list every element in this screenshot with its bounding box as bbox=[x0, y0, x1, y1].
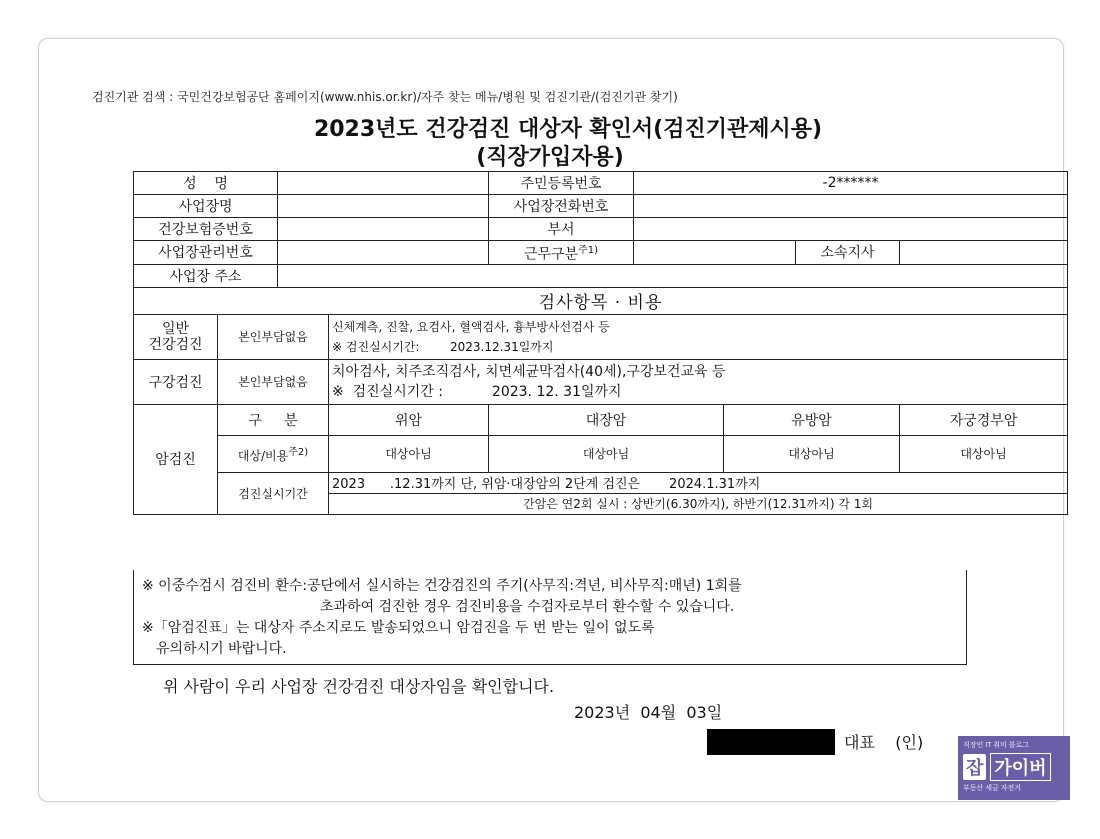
cancer-value-colon: 대상아님 bbox=[489, 435, 724, 472]
row-mgmt bbox=[134, 241, 1068, 265]
row-insurance bbox=[134, 218, 1068, 241]
redacted-name-box bbox=[707, 729, 835, 755]
work-type-footnote: 주1) bbox=[578, 245, 599, 256]
badge-bottom-text: 부동산 세금 자전거 bbox=[963, 785, 1021, 792]
cancer-target-label: 대상/비용$^{주2)}$ bbox=[218, 435, 329, 472]
insurance-label: 건강보험증번호 bbox=[134, 218, 278, 241]
name-label: 성 명 bbox=[134, 172, 278, 195]
confirmation-form-table bbox=[133, 171, 1068, 515]
document-subtitle: (직장가입자용) bbox=[476, 145, 624, 170]
mgmt-value bbox=[278, 241, 489, 265]
badge-box-text: 잡 bbox=[963, 754, 986, 780]
cancer-type-stomach: 위암 bbox=[329, 404, 489, 435]
general-items-cell bbox=[329, 314, 1068, 359]
document-title: 2023년도 건강검진 대상자 확인서(검진기관제시용) bbox=[313, 117, 823, 142]
oral-items: 치아검사, 치주조직검사, 치면세균막검사(40세),구강보건교육 등 bbox=[332, 363, 726, 380]
cancer-type-cervix: 자궁경부암 bbox=[900, 404, 1068, 435]
rrn-label: 주민등록번호 bbox=[489, 172, 634, 195]
company-value bbox=[278, 195, 489, 218]
oral-period: ※ 검진실시기간 : 2023. 12. 31일까지 bbox=[332, 383, 622, 400]
badge-brand-text: 가이버 bbox=[990, 753, 1050, 781]
cancer-kind-label: 구 분 bbox=[218, 404, 329, 435]
oral-items-cell bbox=[329, 359, 1068, 404]
cancer-period-label: 검진실시기간 bbox=[218, 472, 329, 514]
dept-value bbox=[634, 218, 1068, 241]
badge-top-text: 직장인 IT 취미 블로그 bbox=[963, 742, 1030, 749]
cancer-period-line1: 2023 .12.31까지 단, 위암·대장암의 2단계 검진은 2024.1.31까지 bbox=[329, 472, 1068, 493]
note-line-4: 유의하시기 바랍니다. bbox=[156, 641, 287, 657]
company-phone-value bbox=[634, 195, 1068, 218]
row-cancer-period-1 bbox=[134, 472, 1068, 493]
row-cancer-kinds bbox=[134, 404, 1068, 435]
address-label: 사업장 주소 bbox=[134, 264, 278, 287]
cancer-checkup-label: 암검진 bbox=[134, 404, 218, 514]
confirmation-statement: 위 사람이 우리 사업장 건강검진 대상자임을 확인합니다. bbox=[163, 677, 555, 696]
work-type-label: 근무구분$^{주1)}$ bbox=[489, 241, 634, 265]
badge-logo bbox=[963, 753, 1065, 781]
row-company bbox=[134, 195, 1068, 218]
branch-label: 소속지사 bbox=[796, 241, 900, 265]
row-name bbox=[134, 172, 1068, 195]
company-label: 사업장명 bbox=[134, 195, 278, 218]
oral-cost: 본인부담없음 bbox=[218, 359, 329, 404]
note-line-3: ※「암검진표」는 대상자 주소지로도 발송되었으니 암검진을 두 번 받는 일이 없도록 bbox=[142, 620, 655, 636]
dept-label: 부서 bbox=[489, 218, 634, 241]
general-items: 신체계측, 진찰, 요검사, 혈액검사, 흉부방사선검사 등 bbox=[332, 319, 610, 334]
cancer-value-cervix: 대상아님 bbox=[900, 435, 1068, 472]
oral-checkup-label: 구강검진 bbox=[134, 359, 218, 404]
notes-box bbox=[133, 570, 967, 665]
row-address bbox=[134, 264, 1068, 287]
name-value bbox=[278, 172, 489, 195]
cancer-period-line2: 간암은 연2회 실시 : 상반기(6.30까지), 하반기(12.31까지) 각 1회 bbox=[329, 493, 1068, 514]
cancer-value-breast: 대상아님 bbox=[724, 435, 900, 472]
work-type-value bbox=[634, 241, 796, 265]
note-line-2: 초과하여 검진한 경우 검진비용을 수검자로부터 환수할 수 있습니다. bbox=[320, 599, 735, 615]
blog-watermark-badge bbox=[958, 736, 1070, 800]
row-cancer-target bbox=[134, 435, 1068, 472]
note-line-1: ※ 이중수검시 검진비 환수:공단에서 실시하는 건강검진의 주기(사무직:격년, 비사무직:매년) 1회를 bbox=[142, 578, 742, 594]
issue-date: 2023년 04월 03일 bbox=[574, 703, 723, 722]
company-phone-label: 사업장전화번호 bbox=[489, 195, 634, 218]
general-period: ※ 검진실시기간: 2023.12.31일까지 bbox=[332, 339, 554, 354]
search-guide-text: 검진기관 검색 : 국민건강보험공단 홈페이지(www.nhis.or.kr)/자주 찾는 메뉴/병원 및 검진기관/(검진기관 찾기) bbox=[92, 90, 678, 104]
cancer-value-stomach: 대상아님 bbox=[329, 435, 489, 472]
branch-value bbox=[900, 241, 1068, 265]
address-value bbox=[278, 264, 1068, 287]
row-oral-checkup bbox=[134, 359, 1068, 404]
row-section-title bbox=[134, 287, 1068, 314]
cancer-type-colon: 대장암 bbox=[489, 404, 724, 435]
general-cost: 본인부담없음 bbox=[218, 314, 329, 359]
row-general-checkup bbox=[134, 314, 1068, 359]
cancer-target-footnote: 주2) bbox=[288, 447, 309, 459]
mgmt-label: 사업장관리번호 bbox=[134, 241, 278, 265]
rrn-value: -2****** bbox=[634, 172, 1068, 195]
cancer-type-breast: 유방암 bbox=[724, 404, 900, 435]
representative-seal: 대표 (인) bbox=[844, 733, 924, 752]
section-title: 검사항목 · 비용 bbox=[134, 287, 1068, 314]
insurance-value bbox=[278, 218, 489, 241]
general-checkup-label: 일반 건강검진 bbox=[134, 314, 218, 359]
